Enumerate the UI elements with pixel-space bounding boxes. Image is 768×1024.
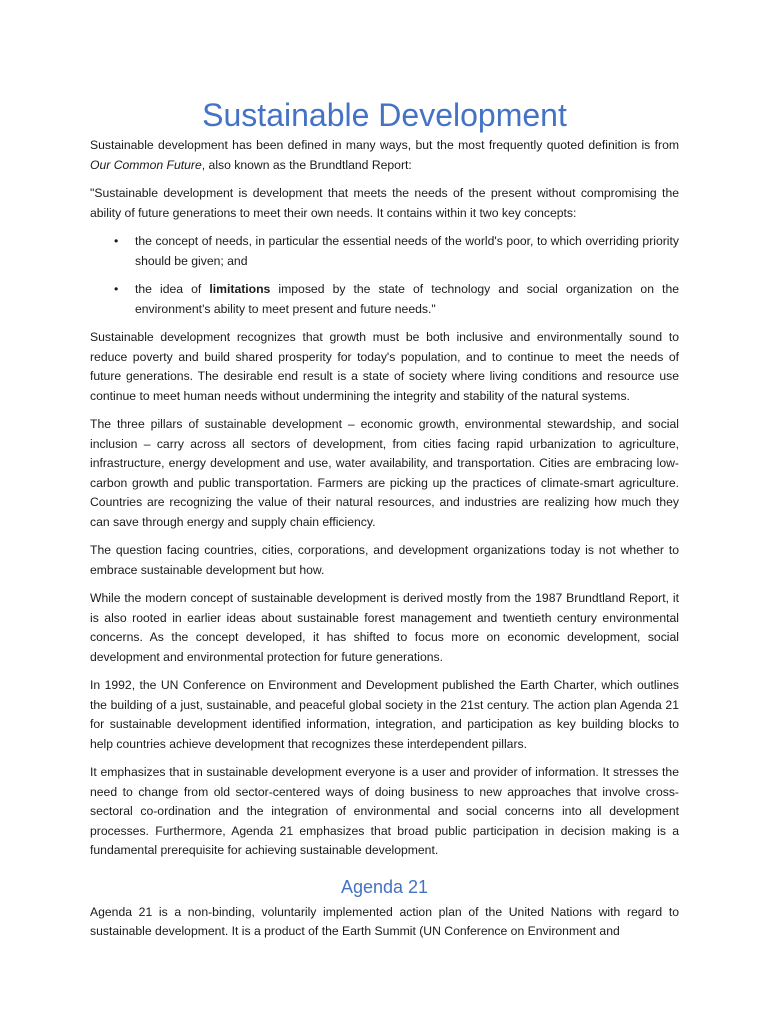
- intro-text-end: , also known as the Brundtland Report:: [201, 157, 412, 172]
- list-item-text: [135, 282, 679, 316]
- list-item: [90, 280, 679, 319]
- agenda-paragraph: Agenda 21 is a non-binding, voluntarily implemented action plan of the United Nations with regard to sustainable development. It is a product of the Earth Summit (UN Conference on Environment and: [90, 904, 679, 938]
- body-paragraph: While the modern concept of sustainable development is derived mostly from the 1987 Brundtland Report, it is also rooted in earlier ideas about sustainable forest management and twentieth century environmental concerns. As the concept developed, it has shifted to focus more on economic development, social development and environmental protection for future generations.: [90, 591, 679, 664]
- definition-quote: "Sustainable development is development that meets the needs of the present without compromising the ability of future generations to meet their own needs. It contains within it two key concepts:: [90, 186, 679, 220]
- list-item-text: the concept of needs, in particular the essential needs of the world's poor, to which overriding priority should be given; and: [135, 234, 679, 268]
- list-item-text-start: the idea of: [135, 282, 210, 296]
- body-paragraph: In 1992, the UN Conference on Environment and Development published the Earth Charter, which outlines the building of a just, sustainable, and peaceful global society in the 21st century. The action plan Agenda 21 for sustainable development identified information, integration, and participation as key building blocks to help countries achieve development that recognizes these interdependent pillars.: [90, 678, 679, 751]
- intro-text-start: Sustainable development has been defined in many ways, but the most frequently quoted definition is from: [90, 138, 679, 152]
- page-title: Sustainable Development: [202, 97, 567, 133]
- list-item: [90, 232, 679, 271]
- document-page: [90, 94, 679, 951]
- book-title-italic: Our Common Future: [90, 157, 202, 172]
- bullet-icon: •: [114, 234, 119, 248]
- concepts-list: [90, 232, 679, 319]
- body-paragraph: The three pillars of sustainable development – economic growth, environmental stewardship, and social inclusion – carry across all sectors of development, from cities facing rapid urbanization to agriculture, infrastructure, energy development and use, water availability, and transportation. Cities are embracing low-carbon growth and public transportation. Farmers are picking up the practices of climate-smart agriculture. Countries are recognizing the value of their natural resources, and industries are realizing how much they can save through energy and supply chain efficiency.: [90, 417, 679, 529]
- intro-paragraph: [90, 136, 679, 175]
- list-item-text-end: imposed by the state of technology and social organization on the environment's ability to meet present and future needs.": [135, 282, 679, 316]
- body-paragraph: It emphasizes that in sustainable development everyone is a user and provider of information. It stresses the need to change from old sector-centered ways of doing business to new approaches that involve cross-sectoral co-ordination and the integration of environmental and social concerns into all development processes. Furthermore, Agenda 21 emphasizes that broad public participation in decision making is a fundamental prerequisite for achieving sustainable development.: [90, 765, 679, 857]
- section-heading-agenda-21: Agenda 21: [340, 876, 429, 897]
- body-paragraph: Sustainable development recognizes that growth must be both inclusive and environmentally sound to reduce poverty and build shared prosperity for today's population, and to continue to meet the needs of future generations. The desirable end result is a state of society where living conditions and resource use continue to meet human needs without undermining the integrity and stability of the natural systems.: [90, 330, 679, 403]
- limitations-term: limitations: [209, 282, 271, 296]
- bullet-icon: •: [114, 282, 119, 296]
- body-paragraph: The question facing countries, cities, corporations, and development organizations today is not whether to embrace sustainable development but how.: [90, 543, 679, 577]
